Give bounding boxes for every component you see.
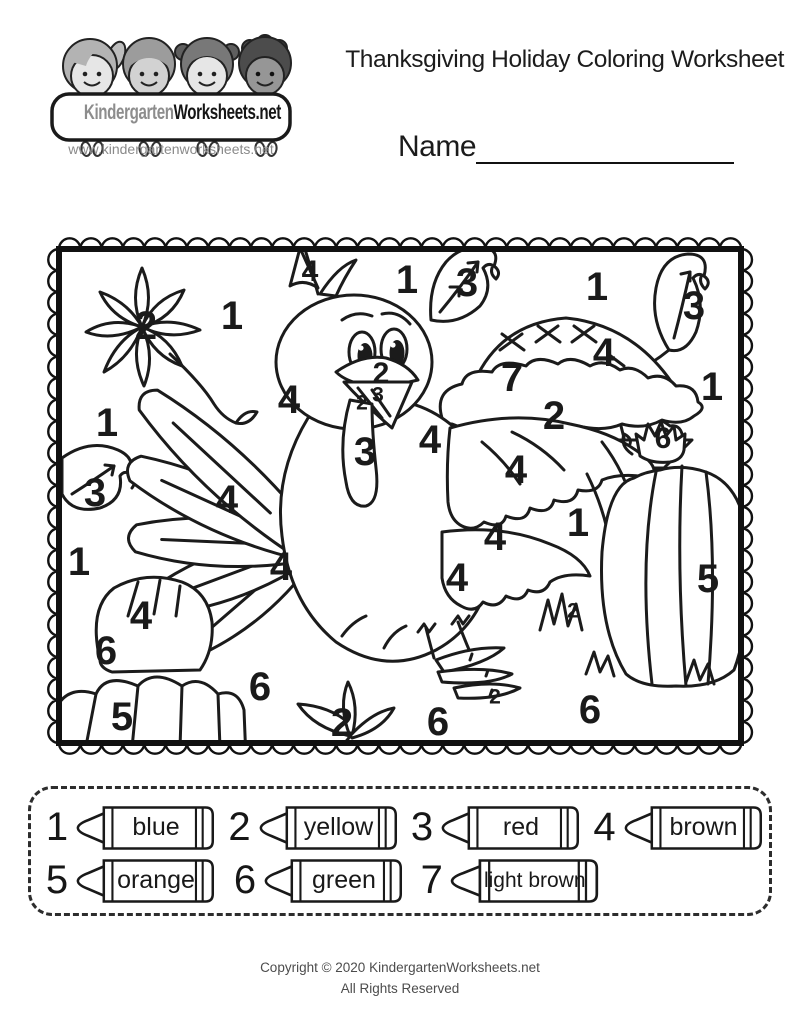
legend-item (39, 857, 227, 905)
color-number: 4 (418, 418, 442, 462)
color-number: 4 (301, 255, 319, 288)
copyright-footer (0, 958, 800, 1000)
crayon-icon (75, 804, 219, 852)
color-number: 2 (356, 391, 368, 415)
color-number: 4 (277, 378, 301, 422)
legend-color-label: light brown (483, 868, 586, 892)
name-label: Name (398, 130, 477, 163)
color-number: 6 (248, 665, 272, 709)
crayon-icon (263, 857, 407, 905)
color-number: 6 (578, 688, 602, 732)
color-number: 4 (504, 448, 528, 492)
legend-number: 1 (45, 805, 69, 849)
color-number: 2 (567, 599, 579, 623)
color-number: 5 (696, 557, 720, 601)
color-number: 4 (269, 545, 293, 589)
legend-item (227, 857, 415, 905)
legend-item (404, 804, 587, 852)
crayon-icon (258, 804, 402, 852)
name-field (398, 130, 734, 164)
color-number: 7 (500, 356, 524, 400)
logo-wordmark-black: Worksheets.net (173, 101, 281, 124)
legend-color-label: green (312, 866, 376, 894)
color-number: 1 (566, 501, 590, 545)
crayon-icon (449, 857, 604, 905)
legend-color-label: brown (669, 813, 738, 841)
color-number: 1 (585, 265, 609, 309)
legend-color-label: blue (132, 813, 180, 841)
legend-number: 7 (420, 858, 443, 902)
color-number: 4 (483, 515, 507, 559)
page-title: Thanksgiving Holiday Coloring Worksheet (345, 46, 784, 73)
color-number: 4 (215, 478, 239, 522)
color-number: 3 (682, 284, 706, 328)
color-number: 2 (489, 685, 501, 709)
color-number: 6 (94, 629, 118, 673)
legend-number: 6 (233, 858, 257, 902)
color-number: 1 (67, 540, 91, 584)
color-number: 2 (542, 394, 566, 438)
color-number: 2 (134, 304, 158, 348)
rights-line: All Rights Reserved (340, 980, 460, 996)
color-number: 1 (395, 258, 419, 302)
color-number: 3 (372, 383, 384, 407)
color-number: 3 (353, 430, 377, 474)
copyright-line: Copyright © 2020 KindergartenWorksheets.net (260, 960, 540, 975)
color-number: 6 (426, 700, 450, 744)
crayon-icon (440, 804, 584, 852)
legend-item (415, 857, 603, 905)
logo-wordmark-gray: Kindergarten (83, 101, 174, 124)
legend-row-1 (39, 801, 769, 854)
name-field-line (476, 132, 734, 164)
legend-number: 3 (410, 805, 434, 849)
color-number: 1 (700, 365, 724, 409)
color-number: 2 (330, 701, 354, 745)
color-number: 1 (95, 401, 119, 445)
legend-color-label: orange (117, 866, 195, 894)
color-number: 4 (445, 556, 469, 600)
coloring-picture (42, 232, 758, 760)
legend-number: 4 (593, 805, 616, 849)
legend-row-2 (39, 854, 769, 907)
legend-number: 5 (45, 858, 69, 902)
site-url: www.kindergartenworksheets.net (68, 141, 274, 157)
color-number: 1 (220, 294, 244, 338)
legend-color-label: red (502, 813, 540, 841)
crayon-icon (623, 804, 767, 852)
color-number: 4 (592, 331, 616, 375)
color-number: 3 (83, 471, 107, 515)
legend-item (39, 804, 222, 852)
color-number: 5 (110, 695, 134, 739)
color-number: 4 (129, 594, 153, 638)
legend-number: 2 (228, 805, 251, 849)
color-number: 6 (654, 422, 672, 455)
color-number: 2 (372, 357, 390, 390)
legend-color-label: yellow (303, 813, 374, 841)
legend-item (587, 804, 770, 852)
crayon-icon (75, 857, 219, 905)
legend-item (222, 804, 405, 852)
color-number: 3 (455, 261, 479, 305)
color-key-legend (28, 786, 772, 916)
number-layer (42, 232, 758, 760)
logo-wordmark (83, 101, 281, 125)
